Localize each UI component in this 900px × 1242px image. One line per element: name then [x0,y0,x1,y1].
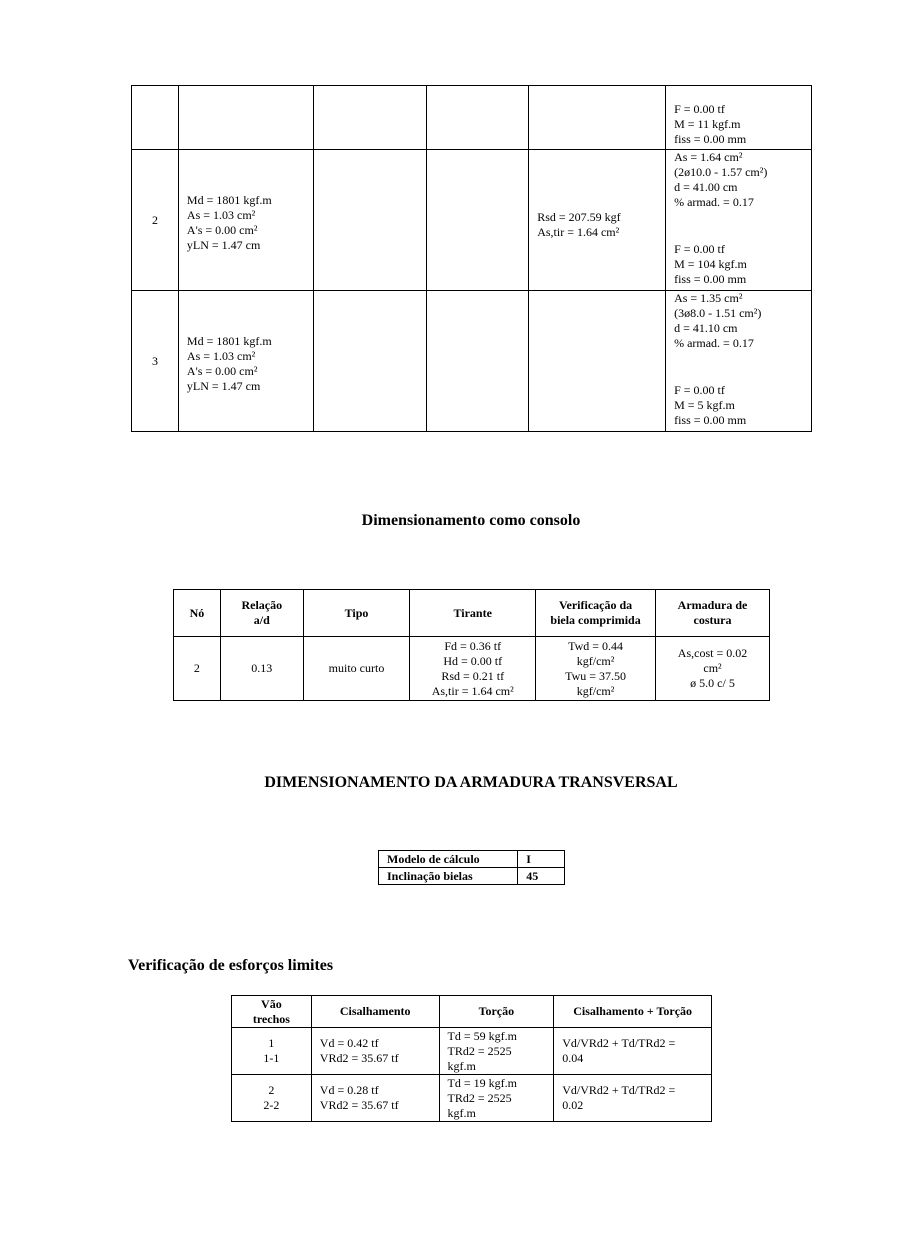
torsion-cell: Td = 19 kgf.m TRd2 = 2525 kgf.m [439,1075,554,1122]
stitch-cell: As,cost = 0.02 cm² ø 5.0 c/ 5 [656,637,770,701]
shear-cell: Vd = 0.28 tf VRd2 = 35.67 tf [311,1075,439,1122]
consolo-table [173,589,770,701]
header-vao: Vão trechos [232,996,312,1028]
table-row [132,86,812,150]
header-relacao: Relação a/d [220,590,303,637]
header-cisalhamento: Cisalhamento [311,996,439,1028]
combined-cell: Vd/VRd2 + Td/TRd2 = 0.04 [554,1028,712,1075]
span-cell: 1 1-1 [232,1028,312,1075]
table-row [132,291,812,432]
span-cell: 2 2-2 [232,1075,312,1122]
transversal-title: DIMENSIONAMENTO DA ARMADURA TRANSVERSAL [264,774,678,791]
node-cell: 3 [132,291,179,432]
strut-cell: Twd = 0.44 kgf/cm² Twu = 37.50 kgf/cm² [536,637,656,701]
consolo-title: Dimensionamento como consolo [361,512,581,529]
esforcos-title: Verificação de esforços limites [128,957,334,974]
type-cell: muito curto [303,637,410,701]
table-row [232,1028,712,1075]
limit-forces-table [231,995,712,1122]
header-biela: Verificação da biela comprimida [536,590,656,637]
tie-cell: Rsd = 207.59 kgf As,tir = 1.64 cm² [529,150,666,291]
header-tirante: Tirante [410,590,536,637]
param-label: Modelo de cálculo [379,851,518,868]
table-row [174,637,770,701]
reinforcement-table [131,85,812,432]
header-torcao: Torção [439,996,554,1028]
steel-cell: As = 1.35 cm² (3ø8.0 - 1.51 cm²) d = 41.10 cm % armad. = 0.17 F = 0.00 tf M = 5 kgf.m fiss = 0.00 mm [666,291,812,432]
table-header-row [174,590,770,637]
table-row [379,851,565,868]
header-no: Nó [174,590,221,637]
param-value: I [518,851,565,868]
header-costura: Armadura de costura [656,590,770,637]
crack-cell: F = 0.00 tf M = 11 kgf.m fiss = 0.00 mm [666,86,812,150]
node-cell: 2 [132,150,179,291]
param-label: Inclinação bielas [379,868,518,885]
header-combinado: Cisalhamento + Torção [554,996,712,1028]
param-value: 45 [518,868,565,885]
table-row [132,150,812,291]
moment-cell: Md = 1801 kgf.m As = 1.03 cm² A's = 0.00 cm² yLN = 1.47 cm [178,150,313,291]
moment-cell: Md = 1801 kgf.m As = 1.03 cm² A's = 0.00 cm² yLN = 1.47 cm [178,291,313,432]
node-cell: 2 [174,637,221,701]
torsion-cell: Td = 59 kgf.m TRd2 = 2525 kgf.m [439,1028,554,1075]
node-cell [132,86,179,150]
table-header-row [232,996,712,1028]
shear-cell: Vd = 0.42 tf VRd2 = 35.67 tf [311,1028,439,1075]
header-tipo: Tipo [303,590,410,637]
table-row [232,1075,712,1122]
steel-cell: As = 1.64 cm² (2ø10.0 - 1.57 cm²) d = 41.00 cm % armad. = 0.17 F = 0.00 tf M = 104 kgf.m fiss = 0.00 mm [666,150,812,291]
tie-cell: Fd = 0.36 tf Hd = 0.00 tf Rsd = 0.21 tf As,tir = 1.64 cm² [410,637,536,701]
ratio-cell: 0.13 [220,637,303,701]
combined-cell: Vd/VRd2 + Td/TRd2 = 0.02 [554,1075,712,1122]
table-row [379,868,565,885]
model-params-table [378,850,565,885]
